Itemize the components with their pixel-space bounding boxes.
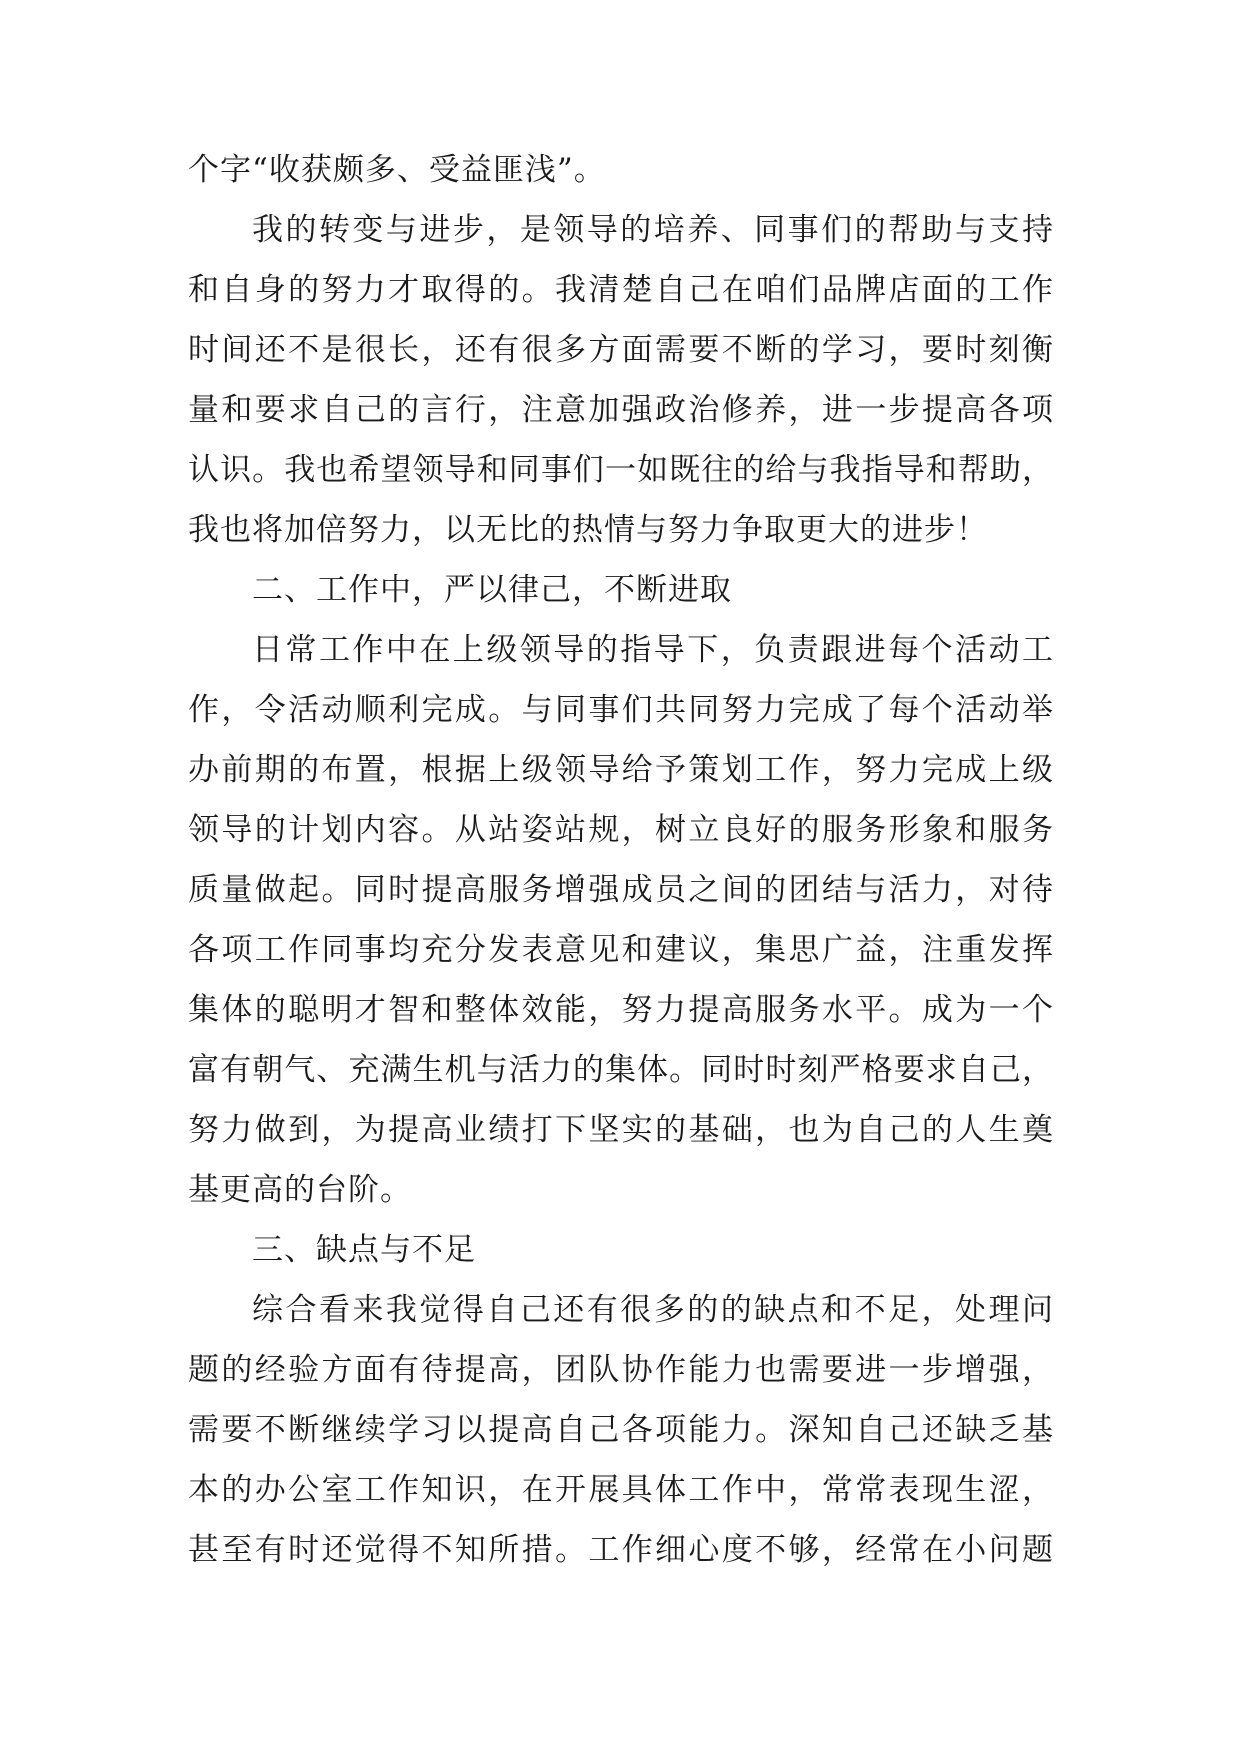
paragraph-line: 作，令活动顺利完成。与同事们共同努力完成了每个活动举	[188, 692, 1054, 728]
paragraph-line: 时间还不是很长，还有很多方面需要不断的学习，要时刻衡	[188, 332, 1054, 368]
paragraph-line: 和自身的努力才取得的。我清楚自己在咱们品牌店面的工作	[188, 272, 1054, 308]
paragraph-line: 集体的聪明才智和整体效能，努力提高服务水平。成为一个	[188, 992, 1054, 1028]
paragraph-line: 办前期的布置，根据上级领导给予策划工作，努力完成上级	[188, 752, 1054, 788]
paragraph-line: 各项工作同事均充分发表意见和建议，集思广益，注重发挥	[188, 932, 1054, 968]
paragraph-line: 甚至有时还觉得不知所措。工作细心度不够，经常在小问题	[188, 1532, 1054, 1568]
section-heading: 二、工作中，严以律己，不断进取	[252, 572, 732, 608]
paragraph-line: 题的经验方面有待提高，团队协作能力也需要进一步增强，	[188, 1352, 1054, 1388]
paragraph-line: 我也将加倍努力，以无比的热情与努力争取更大的进步！	[188, 512, 988, 548]
paragraph-line: 个字“收获颇多、受益匪浅”。	[188, 152, 606, 188]
paragraph-line: 本的办公室工作知识，在开展具体工作中，常常表现生涩，	[188, 1472, 1054, 1508]
paragraph-line: 需要不断继续学习以提高自己各项能力。深知自己还缺乏基	[188, 1412, 1054, 1448]
paragraph-line: 领导的计划内容。从站姿站规，树立良好的服务形象和服务	[188, 812, 1054, 848]
paragraph-line: 认识。我也希望领导和同事们一如既往的给与我指导和帮助，	[188, 452, 1054, 488]
paragraph-line: 量和要求自己的言行，注意加强政治修养，进一步提高各项	[188, 392, 1054, 428]
paragraph-line: 综合看来我觉得自己还有很多的的缺点和不足，处理问	[252, 1292, 1054, 1328]
paragraph-line: 努力做到，为提高业绩打下坚实的基础，也为自己的人生奠	[188, 1112, 1054, 1148]
paragraph-line: 日常工作中在上级领导的指导下，负责跟进每个活动工	[252, 632, 1054, 668]
section-heading: 三、缺点与不足	[252, 1232, 476, 1268]
paragraph-line: 质量做起。同时提高服务增强成员之间的团结与活力，对待	[188, 872, 1054, 908]
paragraph-line: 基更高的台阶。	[188, 1172, 412, 1208]
paragraph-line: 我的转变与进步，是领导的培养、同事们的帮助与支持	[252, 212, 1054, 248]
paragraph-line: 富有朝气、充满生机与活力的集体。同时时刻严格要求自己，	[188, 1052, 1054, 1088]
